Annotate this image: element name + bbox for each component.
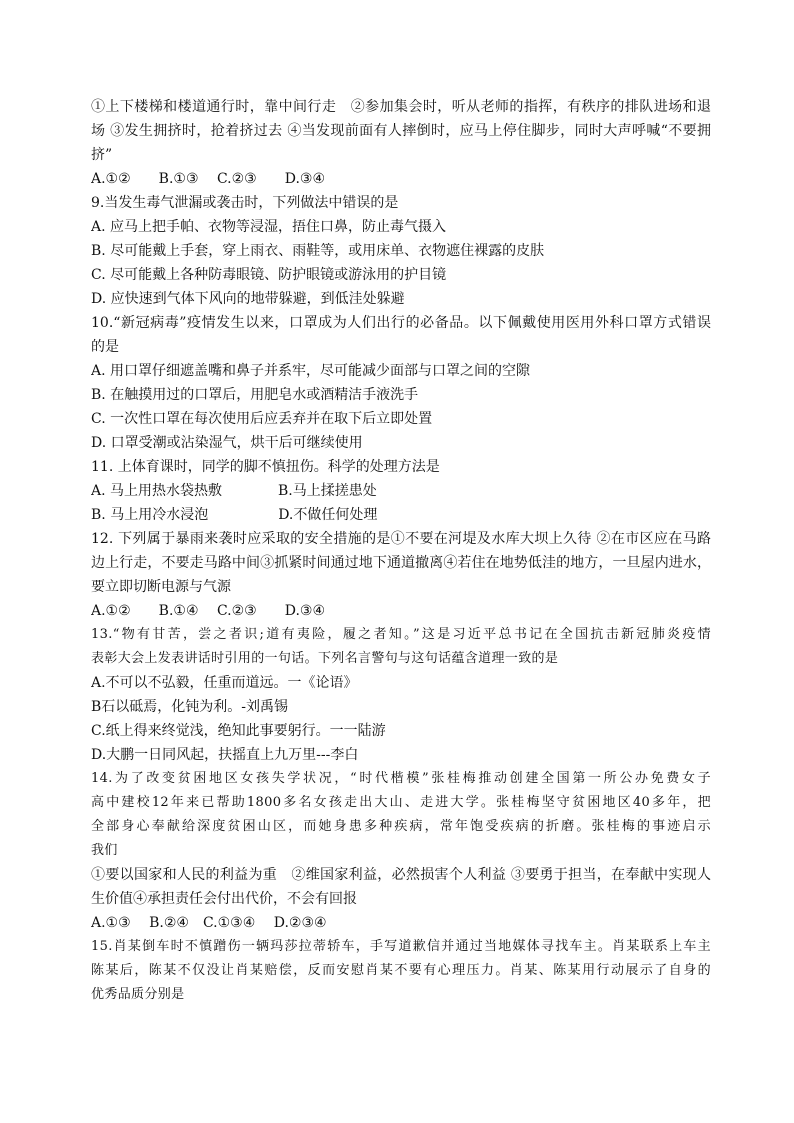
q10-option-a: A. 用口罩仔细遮盖嘴和鼻子并系牢，尽可能减少面部与口罩之间的空隙 [91, 363, 531, 379]
q10-option-d: D. 口罩受潮或沾染湿气，烘干后可继续使用 [91, 435, 363, 451]
q14-stem-line-3: 全部身心奉献给深度贫困山区，而她身患多种疾病，常年饱受疾病的折磨。张桂梅的事迹启示 [91, 819, 711, 834]
q10-stem-line-1: 10.“新冠病毒”疫情发生以来，口罩成为人们出行的必备品。以下佩戴使用医用外科口罩方式错误 [91, 315, 711, 331]
q9-option-a: A. 应马上把手帕、衣物等浸湿，捂住口鼻，防止毒气摄入 [91, 219, 447, 235]
q8-statement-line-3: 挤” [91, 147, 113, 163]
q13-option-d: D.大鹏一日同风起，扶摇直上九万里---李白 [91, 747, 359, 763]
q10-option-c: C. 一次性口罩在每次使用后应丢弃并在取下后立即处置 [91, 411, 433, 427]
question-text [91, 95, 711, 1007]
q15-stem-line-1: 15.肖某倒车时不慎蹭伤一辆玛莎拉蒂轿车，手写道歉信并通过当地媒体寻找车主。肖某联系上车主 [91, 939, 711, 954]
q14-options: A.①③ B.②④ C.①③④ D.②③④ [91, 915, 327, 931]
q12-stem-line-1: 12. 下列属于暴雨来袭时应采取的安全措施的是①不要在河堤及水库大坝上久待 ②在市区应在马路 [91, 531, 711, 547]
q8-statement-line-1: ①上下楼梯和楼道通行时，靠中间行走 ②参加集会时，听从老师的指挥，有秩序的排队进场和退 [91, 99, 711, 115]
q14-stem-line-4: 我们 [91, 843, 118, 858]
q11-options-row-2: B. 马上用冷水浸泡 D.不做任何处理 [91, 507, 378, 523]
q9-option-b: B. 尽可能戴上手套，穿上雨衣、雨鞋等，或用床单、衣物遮住裸露的皮肤 [91, 243, 545, 259]
q14-statements-line-2: 生价值④承担责任会付出代价，不会有回报 [91, 891, 357, 907]
q14-stem-line-2: 高中建校12年来已帮助1800多名女孩走出大山、走进大学。张桂梅坚守贫困地区40多年，把 [91, 795, 711, 810]
q11-options-row-1: A. 马上用热水袋热敷 B.马上揉搓患处 [91, 483, 377, 499]
q9-stem: 9.当发生毒气泄漏或袭击时，下列做法中错误的是 [91, 195, 399, 211]
q14-statements-line-1: ①要以国家和人民的利益为重 ②维国家利益，必然损害个人利益 ③要勇于担当，在奉献中实现人 [91, 867, 711, 883]
q10-option-b: B. 在触摸用过的口罩后，用肥皂水或酒精洁手液洗手 [91, 387, 419, 403]
q12-options: A.①② B.①④ C.②③ D.③④ [91, 603, 325, 619]
q12-stem-line-2: 边上行走，不要走马路中间③抓紧时间通过地下通道撤离④若住在地势低洼的地方，一旦屋内进水， [91, 555, 711, 571]
q13-stem-line-1: 13.“物有甘苦，尝之者识;道有夷险，履之者知。”这是习近平总书记在全国抗击新冠肺炎疫情 [91, 627, 711, 642]
q11-stem: 11. 上体育课时，同学的脚不慎扭伤。科学的处理方法是 [91, 459, 440, 475]
q10-stem-line-2: 的是 [91, 339, 119, 355]
q8-statement-line-2: 场 ③发生拥挤时，抢着挤过去 ④当发现前面有人摔倒时，应马上停住脚步，同时大声呼喊“不要拥 [91, 123, 711, 139]
q13-stem-line-2: 表彰大会上发表讲话时引用的一句话。下列名言警句与这句话蕴含道理一致的是 [91, 651, 559, 666]
q9-option-d: D. 应快速到气体下风向的地带躲避，到低洼处躲避 [91, 291, 405, 307]
q13-option-a: A.不可以不弘毅，任重而道远。一《论语》 [91, 675, 358, 691]
q15-stem-line-2: 陈某后，陈某不仅没让肖某赔偿，反而安慰肖某不要有心理压力。肖某、陈某用行动展示了自身的 [91, 963, 711, 978]
q13-option-b: B石以砥焉，化钝为利。-刘禹锡 [91, 699, 289, 715]
q13-option-c: C.纸上得来终觉浅，绝知此事要躬行。一一陆游 [91, 723, 386, 739]
q8-options: A.①② B.①③ C.②③ D.③④ [91, 171, 325, 187]
q12-stem-line-3: 要立即切断电源与气源 [91, 579, 231, 595]
q9-option-c: C. 尽可能戴上各种防毒眼镜、防护眼镜或游泳用的护目镜 [91, 267, 447, 283]
q14-stem-line-1: 14.为了改变贫困地区女孩失学状况，“时代楷模”张桂梅推动创建全国第一所公办免费女子 [91, 771, 711, 786]
q15-stem-line-3: 优秀品质分别是 [91, 987, 185, 1002]
